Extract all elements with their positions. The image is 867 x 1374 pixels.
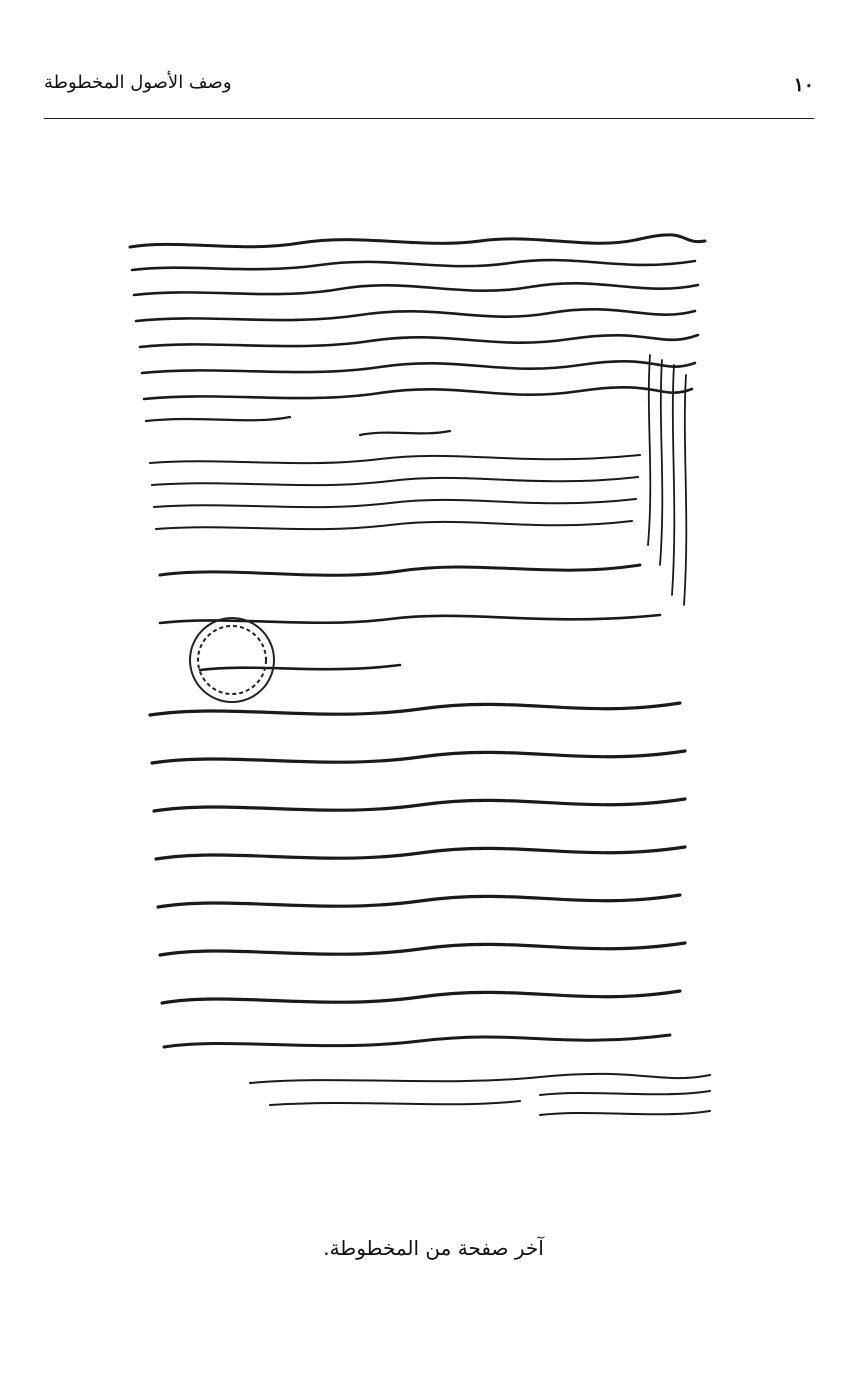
running-head [44, 62, 814, 102]
manuscript-lower-block [150, 565, 685, 1047]
figure-caption: آخر صفحة من المخطوطة. [323, 1236, 544, 1260]
header-rule [44, 118, 814, 119]
manuscript-image [120, 215, 720, 1135]
manuscript-bottom-notes [250, 1074, 710, 1115]
page-number: ١٠ [793, 74, 814, 96]
manuscript-middle-block [150, 455, 640, 529]
running-title: وصف الأصول المخطوطة [44, 72, 232, 93]
manuscript-seal [190, 618, 274, 702]
manuscript-upper-block [130, 235, 705, 435]
